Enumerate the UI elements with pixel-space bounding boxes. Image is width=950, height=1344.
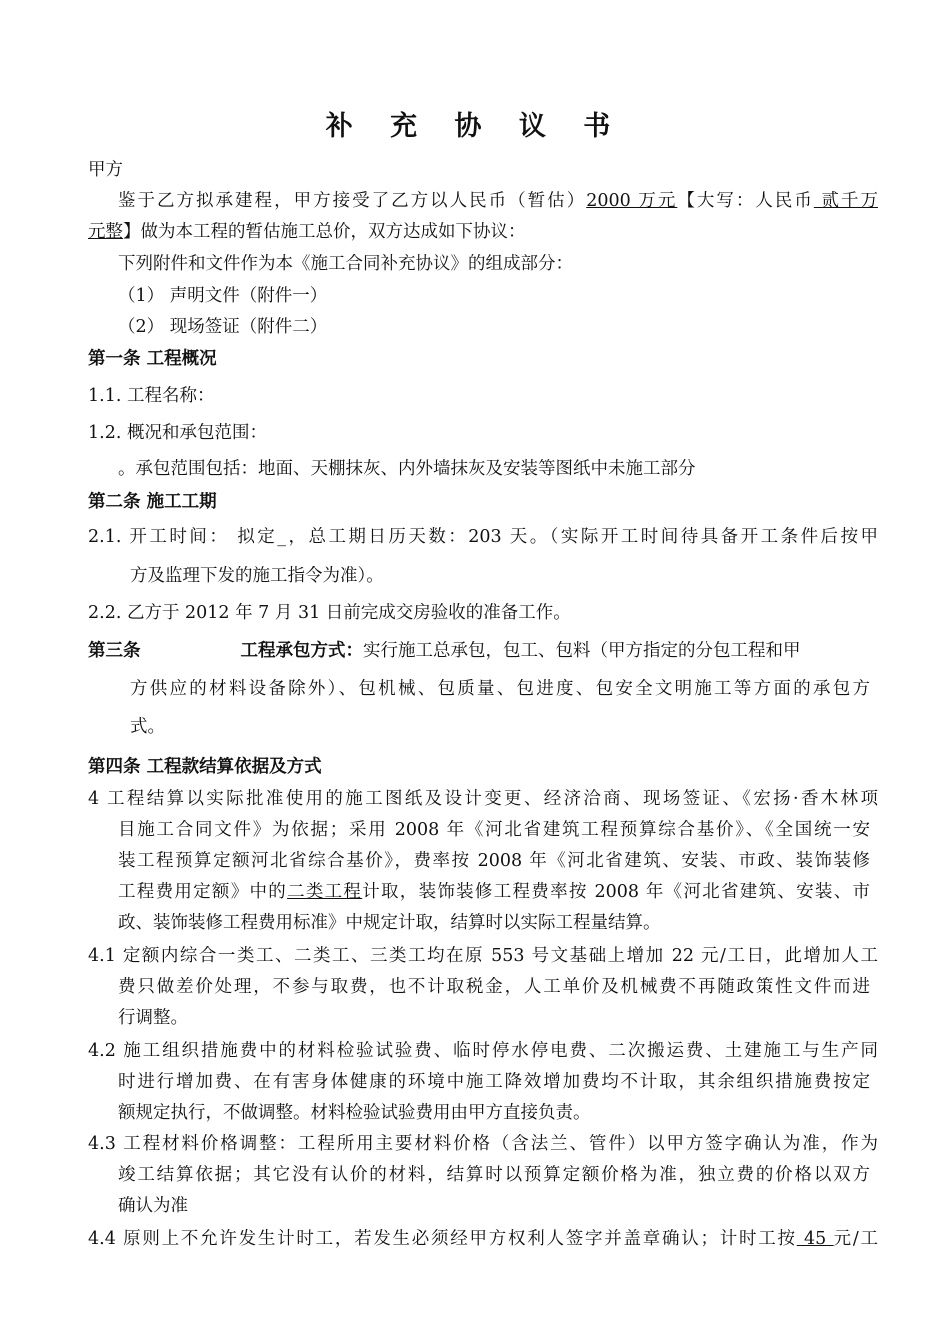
clause-4-3-line: 竣工结算依据；其它没有认价的材料，结算时以预算定额价格为准，独立费的价格以双方 — [118, 1165, 870, 1185]
scope-text: 。承包范围包括：地面、天棚抹灰、内外墙抹灰及安装等图纸中未施工部分 — [118, 459, 696, 479]
intro-text: 鉴于乙方拟承建程，甲方接受了乙方以人民币（暂估） — [118, 191, 587, 211]
clause-4-2-line: 4.2 施工组织措施费中的材料检验试验费、临时停水停电费、二次搬运费、土建施工与生产同 — [88, 1041, 878, 1061]
clause-4-line: 政、装饰装修工程费用标准》中规定计取，结算时以实际工程量结算。 — [118, 913, 661, 933]
intro-text: 【大写：人民币 — [677, 191, 814, 211]
clause-4-3-line: 4.3 工程材料价格调整：工程所用主要材料价格（含法兰、管件）以甲方签字确认为准，作为 — [88, 1134, 878, 1154]
contract-mode-text: 实行施工总承包，包工、包料（甲方指定的分包工程和甲 — [363, 641, 801, 661]
clause-4-1-line: 费只做差价处理，不参与取费，也不计取税金，人工单价及机械费不再随政策性文件而进 — [118, 977, 870, 997]
attachments-intro: 下列附件和文件作为本《施工合同补充协议》的组成部分： — [118, 254, 573, 274]
intro-text: 】做为本工程的暂估施工总价，双方达成如下协议： — [123, 222, 526, 242]
intro-line-1 — [88, 185, 878, 217]
article-3-line-1 — [88, 635, 878, 667]
article-1-heading: 第一条 工程概况 — [88, 349, 217, 369]
clause-4-2-line: 时进行增加费、在有害身体健康的环境中施工降效增加费均不计取，其余组织措施费按定 — [118, 1072, 870, 1092]
clause-2-1: 2.1. 开工时间： 拟定_，总工期日历天数：203 天。（实际开工时间待具备开工条件后按甲 — [88, 527, 878, 547]
intro-line-2 — [88, 216, 878, 248]
clause-4-2-line: 额规定执行，不做调整。材料检验试验费用由甲方直接负责。 — [118, 1103, 591, 1123]
clause-4-1-line: 行调整。 — [118, 1008, 188, 1028]
clause-4-line — [118, 876, 870, 908]
clause-4-line: 装工程预算定额河北省综合基价》，费率按 2008 年《河北省建筑、安装、市政、装饰装修 — [118, 851, 870, 871]
project-class: 二类工程 — [287, 882, 363, 902]
amount-uppercase: 贰千万 — [813, 191, 878, 211]
clause-text: 计取，装饰装修工程费率按 2008 年《河北省建筑、安装、市 — [362, 882, 871, 902]
clause-4-line: 目施工合同文件》为依据；采用 2008 年《河北省建筑工程预算综合基价》、《全国统一安 — [118, 820, 870, 840]
clause-text: 工程费用定额》中的 — [118, 882, 288, 902]
article-4-heading: 第四条 工程款结算依据及方式 — [88, 757, 322, 777]
article-3-line-3: 式。 — [130, 717, 165, 737]
party-a-label: 甲方 — [88, 160, 123, 180]
attachment-item: （2） 现场签证（附件二） — [118, 317, 328, 337]
clause-4-3-line: 确认为准 — [118, 1196, 188, 1216]
clause-4-4-line — [88, 1223, 878, 1255]
clause-2-2: 2.2. 乙方于 2012 年 7 月 31 日前完成交房验收的准备工作。 — [88, 603, 571, 623]
clause-1-2: 1.2. 概况和承包范围： — [88, 423, 267, 443]
article-2-heading: 第二条 施工工期 — [88, 492, 217, 512]
clause-text: 元/工 — [833, 1229, 878, 1249]
clause-4-line: 4 工程结算以实际批准使用的施工图纸及设计变更、经济洽商、现场签证、《宏扬·香木林项 — [88, 789, 878, 809]
amount-uppercase: 元整 — [88, 222, 123, 242]
amount-value: 2000 万元 — [586, 191, 678, 211]
contract-mode-label: 工程承包方式： — [240, 641, 363, 661]
clause-text: 4.4 原则上不允许发生计时工，若发生必须经甲方权利人签字并盖章确认；计时工按 — [88, 1229, 797, 1249]
clause-2-1-cont: 方及监理下发的施工指令为准）。 — [130, 566, 384, 586]
article-3-heading: 第三条 — [88, 641, 141, 661]
document-title: 补 充 协 议 书 — [325, 111, 625, 142]
attachment-item: （1） 声明文件（附件一） — [118, 286, 328, 306]
hourly-rate: 45 — [796, 1229, 834, 1249]
clause-1-1: 1.1. 工程名称： — [88, 386, 215, 406]
clause-4-1-line: 4.1 定额内综合一类工、二类工、三类工均在原 553 号文基础上增加 22 元/工日，此增加人工 — [88, 946, 878, 966]
article-3-line-2: 方供应的材料设备除外）、包机械、包质量、包进度、包安全文明施工等方面的承包方 — [130, 679, 870, 699]
